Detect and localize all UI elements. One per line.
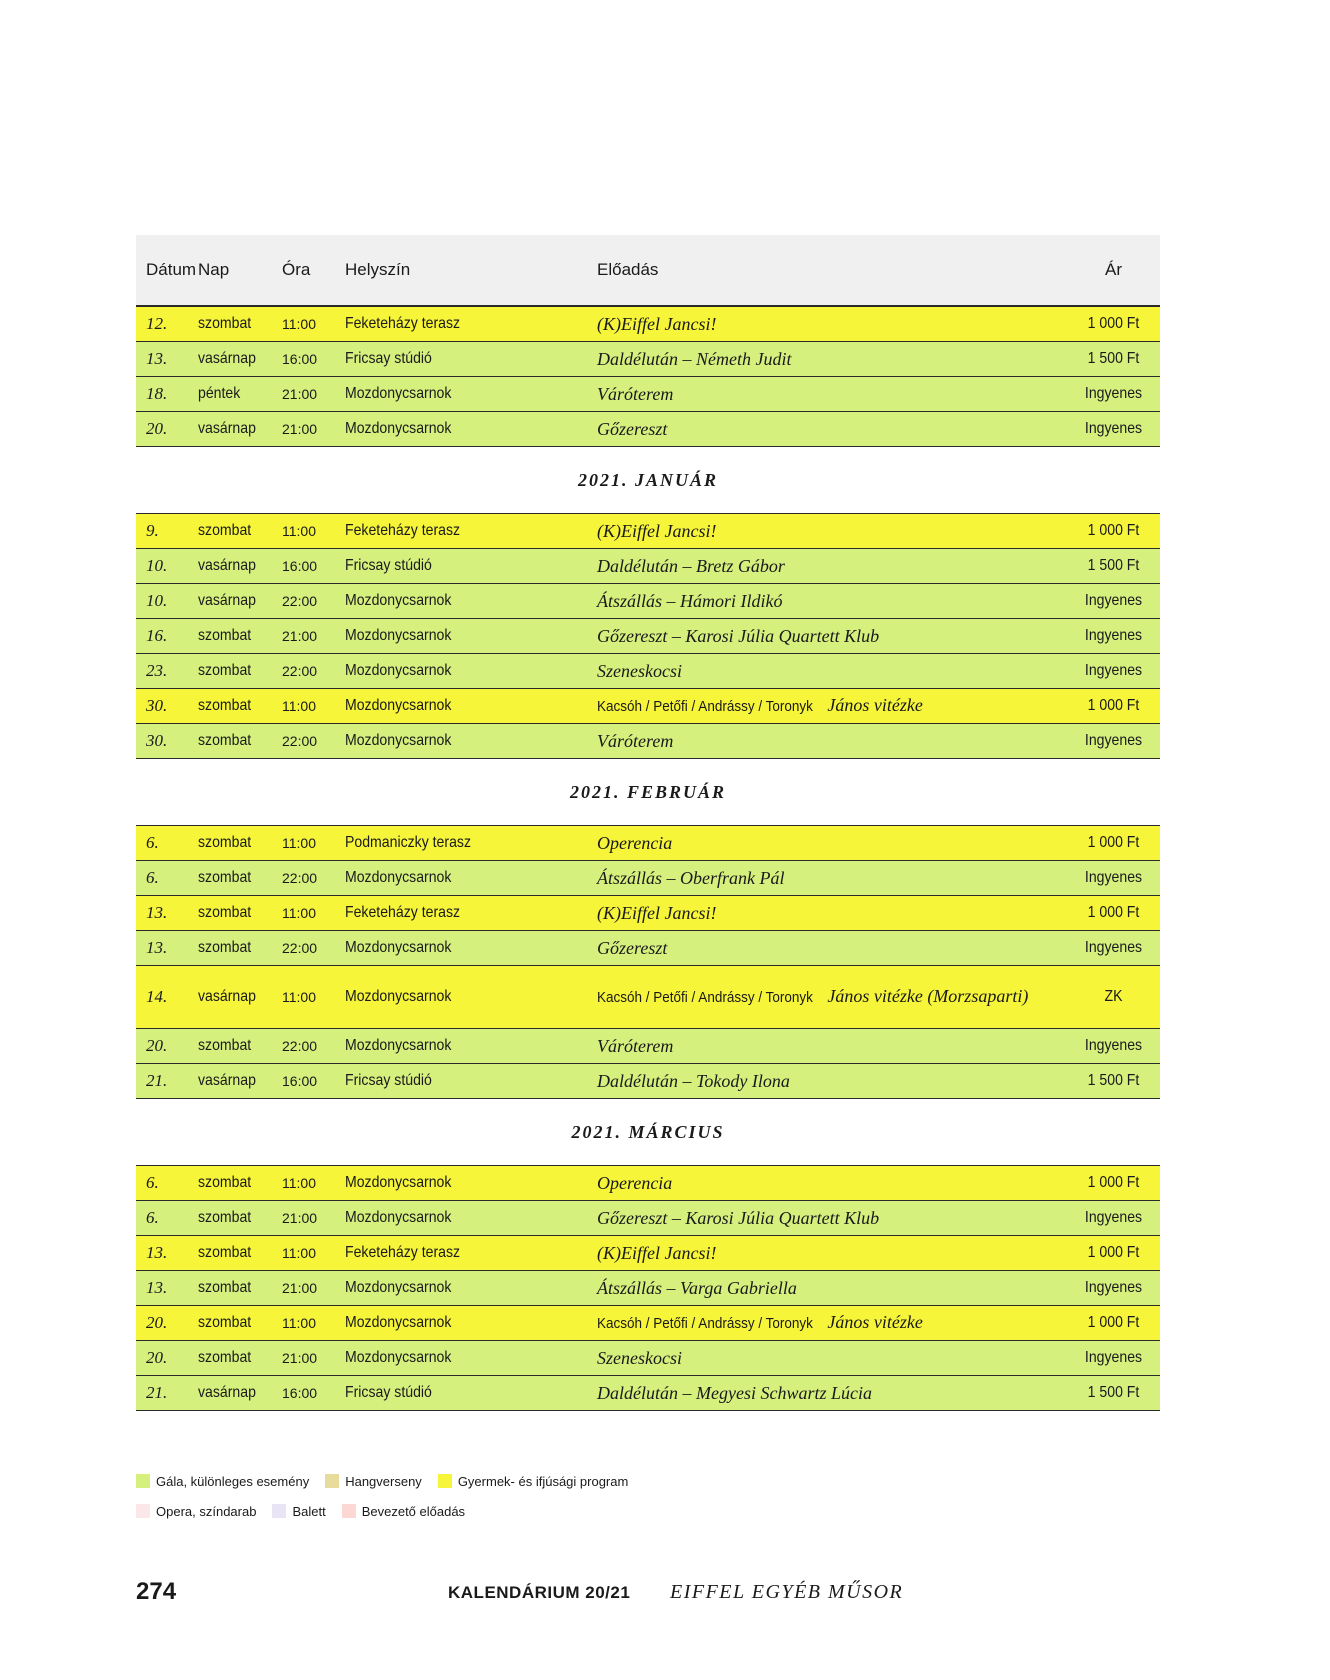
venue-cell: Mozdonycsarnok <box>345 1209 452 1226</box>
day-cell: szombat <box>198 1209 252 1226</box>
month-heading-february: 2021. FEBRUÁR <box>136 759 1160 826</box>
venue-cell: Podmaniczky terasz <box>345 834 471 851</box>
venue-cell: Mozdonycsarnok <box>345 697 452 714</box>
venue-cell: Mozdonycsarnok <box>345 1174 452 1191</box>
show-title: Daldélután – Tokody Ilona <box>597 1071 790 1091</box>
table-row <box>136 1341 1160 1376</box>
date-cell: 13. <box>146 1243 168 1262</box>
table-row <box>136 377 1160 412</box>
table-row <box>136 549 1160 584</box>
show-cell <box>597 1170 1067 1196</box>
show-cell <box>597 518 1067 544</box>
header-day: Nap <box>198 260 230 279</box>
venue-cell: Mozdonycsarnok <box>345 385 452 402</box>
day-cell: szombat <box>198 662 252 679</box>
time-cell: 11:00 <box>282 905 316 921</box>
show-cell <box>597 346 1067 372</box>
show-cell <box>597 865 1067 891</box>
legend-label-bevezeto: Bevezető előadás <box>361 1503 466 1519</box>
day-cell: szombat <box>198 697 252 714</box>
table-row <box>136 307 1160 342</box>
time-cell: 22:00 <box>282 870 318 886</box>
time-cell: 11:00 <box>282 316 316 332</box>
day-cell: szombat <box>198 1279 252 1296</box>
time-cell: 16:00 <box>282 1385 318 1401</box>
show-title: Gőzereszt <box>597 938 668 958</box>
venue-cell: Mozdonycsarnok <box>345 1349 452 1366</box>
date-cell: 21. <box>146 1383 168 1402</box>
price-cell: ZK <box>1104 988 1123 1005</box>
time-cell: 22:00 <box>282 593 318 609</box>
venue-cell: Mozdonycsarnok <box>345 627 452 644</box>
table-row <box>136 826 1160 861</box>
show-title: (K)Eiffel Jancsi! <box>597 521 717 541</box>
venue-cell: Fricsay stúdió <box>345 557 432 574</box>
date-cell: 13. <box>146 1278 168 1297</box>
table-row <box>136 1064 1160 1099</box>
venue-cell: Fricsay stúdió <box>345 1384 432 1401</box>
month-heading-march: 2021. MÁRCIUS <box>136 1099 1160 1166</box>
date-cell: 18. <box>146 384 168 403</box>
show-title: (K)Eiffel Jancsi! <box>597 314 717 334</box>
legend-item-gyerek <box>438 1474 629 1489</box>
price-cell: 1 500 Ft <box>1087 1384 1140 1401</box>
show-title: Daldélután – Bretz Gábor <box>597 556 785 576</box>
show-title: János vitézke (Morzsaparti) <box>827 986 1029 1006</box>
authors-text: Kacsóh / Petőfi / Andrássy / Toronyk <box>597 698 813 715</box>
show-title: Váróterem <box>597 731 674 751</box>
legend-swatch-opera <box>136 1504 150 1518</box>
show-title: Átszállás – Oberfrank Pál <box>597 868 785 888</box>
date-cell: 23. <box>146 661 168 680</box>
time-cell: 11:00 <box>282 1315 316 1331</box>
table-row <box>136 619 1160 654</box>
page-footer <box>136 1578 1160 1608</box>
table-row <box>136 654 1160 689</box>
legend-swatch-gyerek <box>438 1474 452 1488</box>
day-cell: vasárnap <box>198 350 256 367</box>
day-cell: szombat <box>198 1244 252 1261</box>
day-cell: szombat <box>198 904 252 921</box>
show-cell <box>597 900 1067 926</box>
legend-label-hangverseny: Hangverseny <box>345 1473 422 1489</box>
day-cell: szombat <box>198 1314 252 1331</box>
date-cell: 6. <box>146 868 159 887</box>
show-cell <box>597 658 1067 684</box>
date-cell: 10. <box>146 591 168 610</box>
date-cell: 20. <box>146 1313 168 1332</box>
day-cell: szombat <box>198 1349 252 1366</box>
price-cell: Ingyenes <box>1084 732 1143 749</box>
show-cell <box>597 588 1067 614</box>
show-title: Gőzereszt – Karosi Júlia Quartett Klub <box>597 1208 880 1228</box>
table-row <box>136 584 1160 619</box>
show-title: Átszállás – Hámori Ildikó <box>597 591 783 611</box>
show-cell <box>597 1068 1067 1094</box>
venue-cell: Mozdonycsarnok <box>345 592 452 609</box>
show-cell <box>597 553 1067 579</box>
legend-item-gala <box>136 1474 309 1489</box>
show-cell <box>597 728 1067 754</box>
show-cell <box>597 381 1067 407</box>
table-row <box>136 1029 1160 1064</box>
show-cell <box>597 830 1067 856</box>
time-cell: 22:00 <box>282 663 318 679</box>
venue-cell: Mozdonycsarnok <box>345 1279 452 1296</box>
time-cell: 11:00 <box>282 698 316 714</box>
date-cell: 30. <box>146 731 168 750</box>
time-cell: 21:00 <box>282 628 318 644</box>
price-cell: Ingyenes <box>1084 1279 1143 1296</box>
authors-text: Kacsóh / Petőfi / Andrássy / Toronyk <box>597 989 813 1006</box>
price-cell: 1 500 Ft <box>1087 350 1140 367</box>
price-cell: 1 000 Ft <box>1087 522 1140 539</box>
legend-swatch-gala <box>136 1474 150 1488</box>
venue-cell: Feketeházy terasz <box>345 315 461 332</box>
month-heading-january: 2021. JANUÁR <box>136 447 1160 514</box>
day-cell: vasárnap <box>198 988 256 1005</box>
show-title: Daldélután – Németh Judit <box>597 349 792 369</box>
price-cell: Ingyenes <box>1084 420 1143 437</box>
date-cell: 20. <box>146 1036 168 1055</box>
date-cell: 20. <box>146 1348 168 1367</box>
january-rows <box>136 514 1160 759</box>
table-row <box>136 896 1160 931</box>
show-cell <box>597 1033 1067 1059</box>
show-title: (K)Eiffel Jancsi! <box>597 903 717 923</box>
day-cell: péntek <box>198 385 241 402</box>
header-time: Óra <box>282 260 311 279</box>
header-show: Előadás <box>597 260 659 279</box>
price-cell: 1 000 Ft <box>1087 697 1140 714</box>
table-row <box>136 412 1160 447</box>
price-cell: 1 000 Ft <box>1087 904 1140 921</box>
day-cell: vasárnap <box>198 1384 256 1401</box>
date-cell: 21. <box>146 1071 168 1090</box>
price-cell: 1 000 Ft <box>1087 834 1140 851</box>
show-cell <box>597 983 1067 1011</box>
time-cell: 16:00 <box>282 558 318 574</box>
legend-item-hangverseny <box>325 1474 422 1489</box>
day-cell: vasárnap <box>198 1072 256 1089</box>
time-cell: 22:00 <box>282 940 318 956</box>
show-title: Gőzereszt – Karosi Júlia Quartett Klub <box>597 626 880 646</box>
price-cell: Ingyenes <box>1084 592 1143 609</box>
price-cell: 1 000 Ft <box>1087 315 1140 332</box>
venue-cell: Mozdonycsarnok <box>345 662 452 679</box>
date-cell: 13. <box>146 349 168 368</box>
table-row <box>136 1236 1160 1271</box>
day-cell: szombat <box>198 939 252 956</box>
date-cell: 14. <box>146 987 168 1006</box>
show-title: Gőzereszt <box>597 419 668 439</box>
show-title: János vitézke <box>827 1312 923 1332</box>
table-header <box>136 235 1160 307</box>
venue-cell: Mozdonycsarnok <box>345 732 452 749</box>
show-title: Átszállás – Varga Gabriella <box>597 1278 797 1298</box>
venue-cell: Mozdonycsarnok <box>345 988 452 1005</box>
header-price: Ár <box>1105 260 1122 279</box>
show-title: Szeneskocsi <box>597 1348 682 1368</box>
show-cell <box>597 1309 1067 1337</box>
time-cell: 21:00 <box>282 421 318 437</box>
price-cell: 1 500 Ft <box>1087 1072 1140 1089</box>
date-cell: 12. <box>146 314 168 333</box>
venue-cell: Mozdonycsarnok <box>345 869 452 886</box>
legend-item-balett <box>272 1504 325 1519</box>
time-cell: 11:00 <box>282 1175 316 1191</box>
date-cell: 13. <box>146 938 168 957</box>
date-cell: 6. <box>146 1173 159 1192</box>
publication-title: KALENDÁRIUM 20/21 <box>448 1583 631 1602</box>
page-number: 274 <box>136 1578 177 1605</box>
february-rows <box>136 826 1160 1099</box>
venue-cell: Fricsay stúdió <box>345 350 432 367</box>
show-title: Váróterem <box>597 384 674 404</box>
show-title: Szeneskocsi <box>597 661 682 681</box>
legend <box>136 1470 644 1530</box>
venue-cell: Mozdonycsarnok <box>345 939 452 956</box>
price-cell: Ingyenes <box>1084 627 1143 644</box>
venue-cell: Feketeházy terasz <box>345 1244 461 1261</box>
header-date: Dátum <box>146 260 197 279</box>
header-venue: Helyszín <box>345 260 411 279</box>
show-title: János vitézke <box>827 695 923 715</box>
show-title: Váróterem <box>597 1036 674 1056</box>
time-cell: 11:00 <box>282 989 316 1005</box>
table-row <box>136 514 1160 549</box>
legend-label-opera: Opera, színdarab <box>156 1503 257 1519</box>
price-cell: 1 000 Ft <box>1087 1174 1140 1191</box>
table-row <box>136 724 1160 759</box>
show-cell <box>597 416 1067 442</box>
time-cell: 16:00 <box>282 1073 318 1089</box>
december-rows <box>136 307 1160 447</box>
date-cell: 20. <box>146 419 168 438</box>
table-row <box>136 1376 1160 1411</box>
show-cell <box>597 1380 1067 1406</box>
table-row <box>136 931 1160 966</box>
day-cell: szombat <box>198 834 252 851</box>
date-cell: 6. <box>146 1208 159 1227</box>
legend-label-gyerek: Gyermek- és ifjúsági program <box>457 1473 629 1489</box>
time-cell: 11:00 <box>282 835 316 851</box>
venue-cell: Feketeházy terasz <box>345 522 461 539</box>
show-title: (K)Eiffel Jancsi! <box>597 1243 717 1263</box>
day-cell: szombat <box>198 1174 252 1191</box>
legend-swatch-hangverseny <box>325 1474 339 1488</box>
time-cell: 21:00 <box>282 1280 318 1296</box>
date-cell: 16. <box>146 626 168 645</box>
time-cell: 22:00 <box>282 1038 318 1054</box>
show-cell <box>597 1205 1067 1231</box>
time-cell: 21:00 <box>282 1210 318 1226</box>
show-title: Operencia <box>597 833 673 853</box>
day-cell: vasárnap <box>198 592 256 609</box>
table-row <box>136 342 1160 377</box>
venue-cell: Mozdonycsarnok <box>345 1314 452 1331</box>
time-cell: 16:00 <box>282 351 318 367</box>
show-cell <box>597 1275 1067 1301</box>
show-title: Daldélután – Megyesi Schwartz Lúcia <box>597 1383 872 1403</box>
price-cell: Ingyenes <box>1084 662 1143 679</box>
legend-swatch-bevezeto <box>342 1504 356 1518</box>
day-cell: vasárnap <box>198 420 256 437</box>
date-cell: 13. <box>146 903 168 922</box>
price-cell: 1 500 Ft <box>1087 557 1140 574</box>
date-cell: 30. <box>146 696 168 715</box>
show-cell <box>597 1240 1067 1266</box>
show-cell <box>597 623 1067 649</box>
time-cell: 21:00 <box>282 386 318 402</box>
table-row <box>136 1306 1160 1341</box>
time-cell: 11:00 <box>282 523 316 539</box>
table-row <box>136 1166 1160 1201</box>
price-cell: Ingyenes <box>1084 939 1143 956</box>
schedule-table <box>136 235 1160 1411</box>
day-cell: szombat <box>198 1037 252 1054</box>
authors-text: Kacsóh / Petőfi / Andrássy / Toronyk <box>597 1315 813 1332</box>
day-cell: vasárnap <box>198 557 256 574</box>
show-cell <box>597 935 1067 961</box>
table-row <box>136 861 1160 896</box>
legend-swatch-balett <box>272 1504 286 1518</box>
venue-cell: Mozdonycsarnok <box>345 420 452 437</box>
table-row <box>136 966 1160 1029</box>
table-row <box>136 689 1160 724</box>
date-cell: 6. <box>146 833 159 852</box>
legend-item-opera <box>136 1504 256 1519</box>
march-rows <box>136 1166 1160 1411</box>
time-cell: 21:00 <box>282 1350 318 1366</box>
day-cell: szombat <box>198 869 252 886</box>
price-cell: Ingyenes <box>1084 869 1143 886</box>
section-title: EIFFEL EGYÉB MŰSOR <box>670 1581 904 1603</box>
price-cell: Ingyenes <box>1084 1209 1143 1226</box>
venue-cell: Feketeházy terasz <box>345 904 461 921</box>
time-cell: 11:00 <box>282 1245 316 1261</box>
show-cell <box>597 1345 1067 1371</box>
table-row <box>136 1271 1160 1306</box>
legend-item-bevezeto <box>342 1504 465 1519</box>
venue-cell: Mozdonycsarnok <box>345 1037 452 1054</box>
date-cell: 9. <box>146 521 159 540</box>
price-cell: Ingyenes <box>1084 385 1143 402</box>
price-cell: Ingyenes <box>1084 1349 1143 1366</box>
day-cell: szombat <box>198 627 252 644</box>
show-cell <box>597 692 1067 720</box>
date-cell: 10. <box>146 556 168 575</box>
price-cell: Ingyenes <box>1084 1037 1143 1054</box>
day-cell: szombat <box>198 522 252 539</box>
time-cell: 22:00 <box>282 733 318 749</box>
show-cell <box>597 311 1067 337</box>
price-cell: 1 000 Ft <box>1087 1314 1140 1331</box>
day-cell: szombat <box>198 315 252 332</box>
show-title: Operencia <box>597 1173 673 1193</box>
legend-label-gala: Gála, különleges esemény <box>156 1473 310 1489</box>
day-cell: szombat <box>198 732 252 749</box>
legend-label-balett: Balett <box>292 1503 326 1519</box>
price-cell: 1 000 Ft <box>1087 1244 1140 1261</box>
venue-cell: Fricsay stúdió <box>345 1072 432 1089</box>
table-row <box>136 1201 1160 1236</box>
